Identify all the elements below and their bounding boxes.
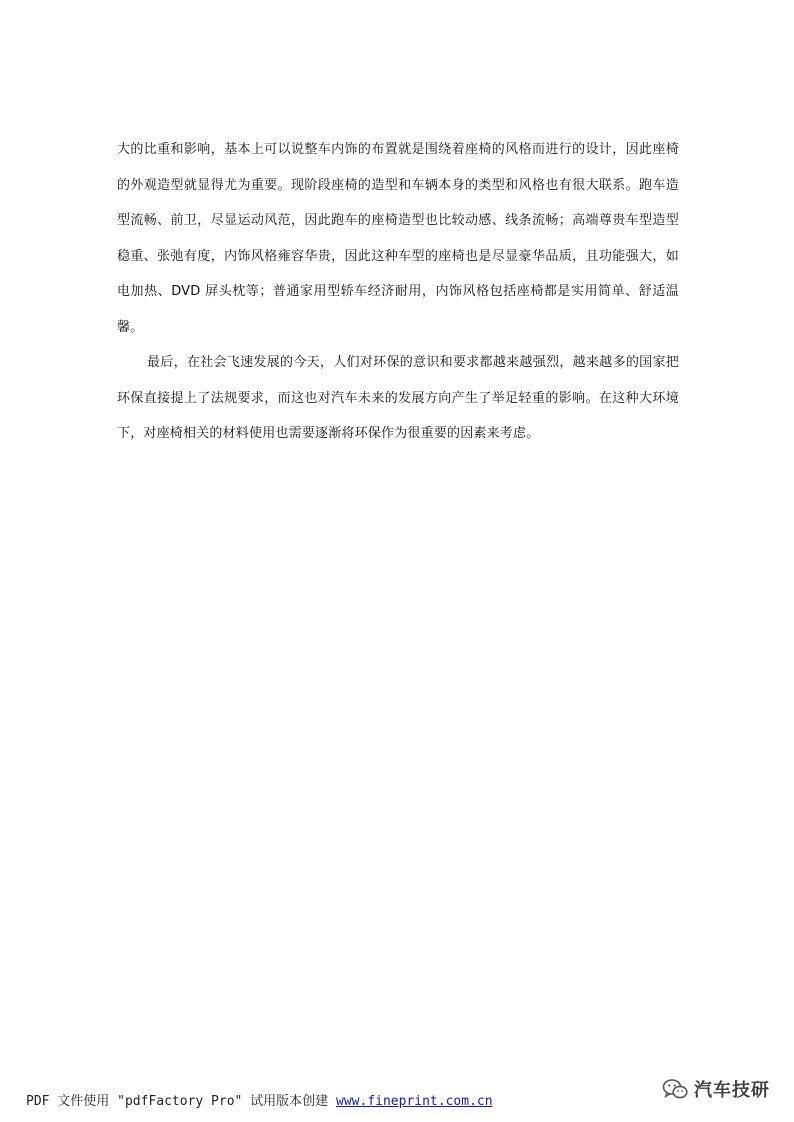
- pdf-footer: [26, 1090, 493, 1109]
- document-body: [117, 132, 679, 452]
- watermark-text: 汽车技研: [694, 1080, 770, 1101]
- paragraph: 最后，在社会飞速发展的今天，人们对环保的意识和要求都越来越强烈，越来越多的国家把环保直接提上了法规要求，而这也对汽车未来的发展方向产生了举足轻重的影响。在这种大环境下，对座椅相关的材料使用也需要逐渐将环保作为很重要的因素来考虑。: [117, 355, 679, 441]
- watermark: [662, 1076, 770, 1102]
- footer-text: PDF 文件使用 "pdfFactory Pro" 试用版本创建: [26, 1094, 337, 1109]
- footer-link[interactable]: www.fineprint.com.cn: [336, 1094, 493, 1109]
- wechat-icon: [662, 1078, 688, 1100]
- paragraph: 大的比重和影响，基本上可以说整车内饰的布置就是围绕着座椅的风格而进行的设计，因此座椅的外观造型就显得尤为重要。现阶段座椅的造型和车辆本身的类型和风格也有很大联系。跑车造型流畅、前卫，尽显运动风范，因此跑车的座椅造型也比较动感、线条流畅；高端尊贵车型造型稳重、张弛有度，内饰风格雍容华贵，因此这种车型的座椅也是尽显豪华品质，且功能强大，如电加热、DVD 屏头枕等；普通家用型轿车经济耐用，内饰风格包括座椅都是实用简单、舒适温馨。: [117, 142, 679, 335]
